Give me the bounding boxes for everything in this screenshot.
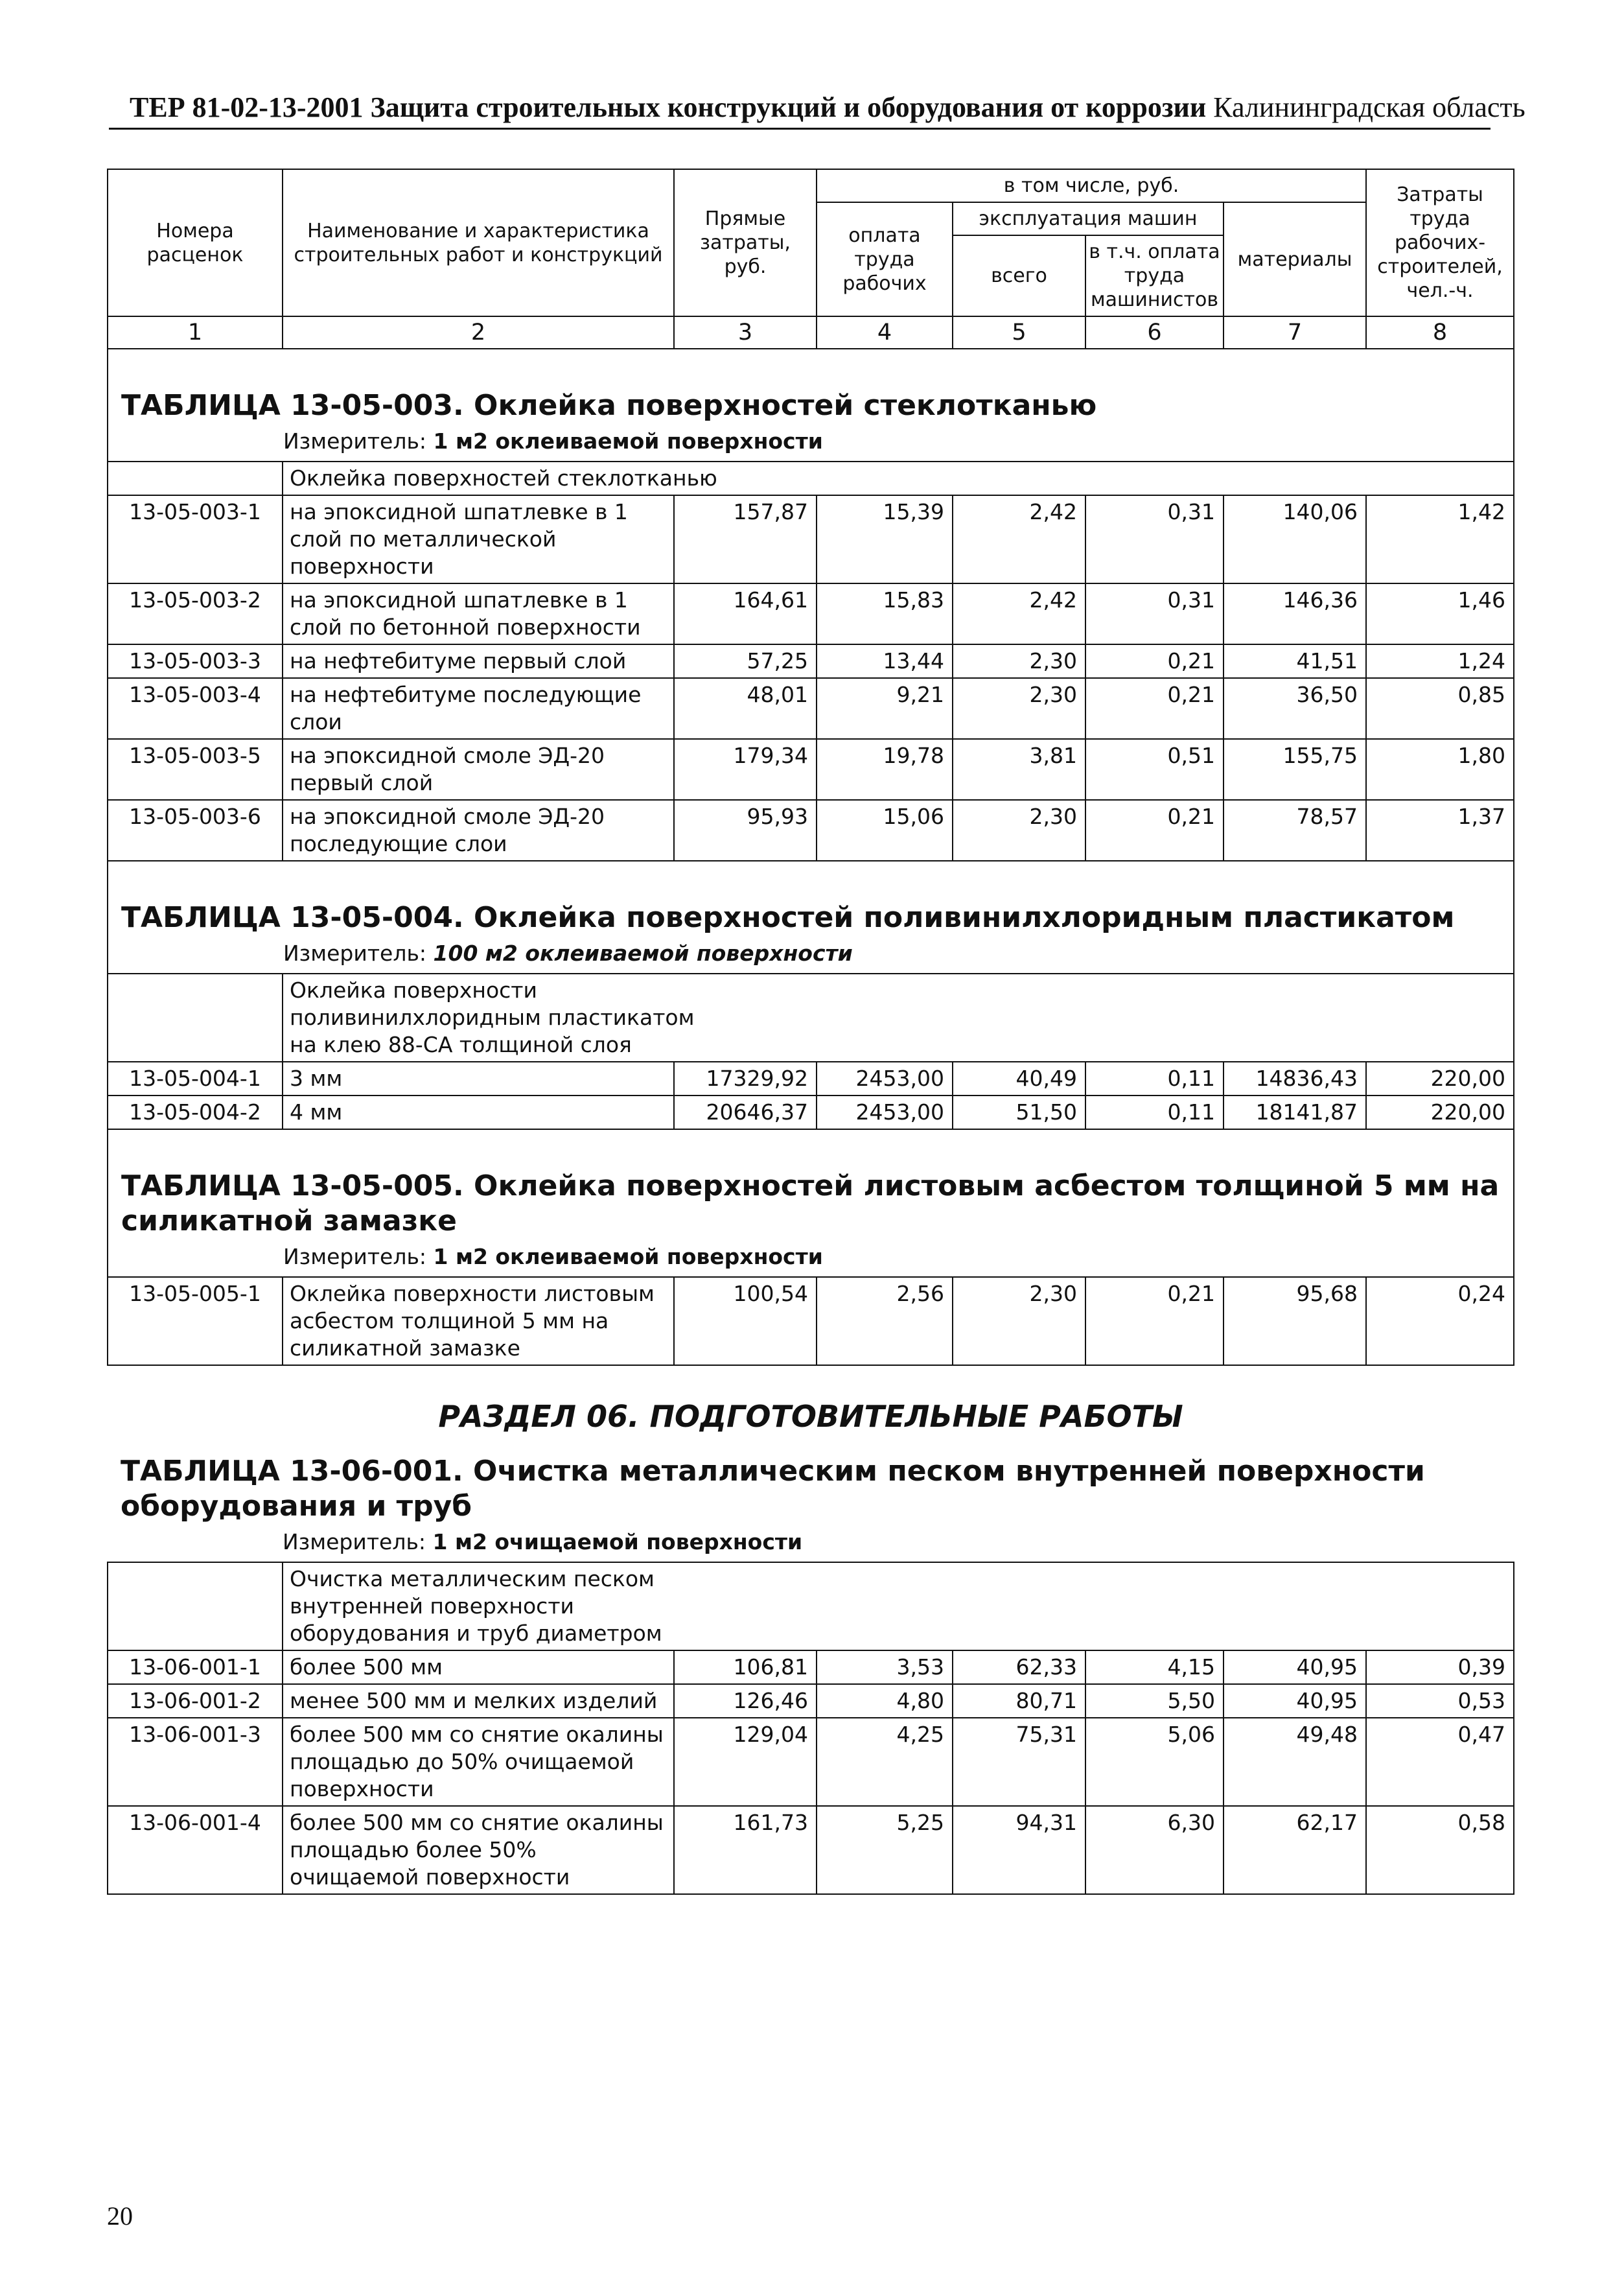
row-machine-wages: 0,21 (1085, 678, 1224, 739)
row-machine-wages: 0,31 (1085, 495, 1224, 583)
table-title-block (108, 1129, 1514, 1277)
row-wages: 2453,00 (817, 1096, 953, 1129)
col-labor-header: Затраты труда рабочих-строителей, чел.-ч. (1366, 169, 1514, 316)
column-header (108, 169, 1514, 349)
row-direct: 129,04 (674, 1718, 817, 1806)
table-title: ТАБЛИЦА 13-05-005. Оклейка поверхностей листовым асбестом толщиной 5 мм на силикатной замазке (121, 1169, 1500, 1237)
row-machines: 2,30 (953, 800, 1085, 861)
col-number: 4 (817, 316, 953, 349)
table-row (108, 1062, 1514, 1096)
row-machines: 51,50 (953, 1096, 1085, 1129)
row-machine-wages: 0,51 (1085, 739, 1224, 800)
price-table-sheet (107, 169, 1513, 1895)
row-code: 13-05-003-4 (108, 678, 283, 739)
row-wages: 15,83 (817, 583, 953, 644)
table-row (108, 583, 1514, 644)
col-number: 7 (1224, 316, 1366, 349)
table-row (108, 1806, 1514, 1894)
row-materials: 14836,43 (1224, 1062, 1366, 1096)
col-number: 1 (108, 316, 283, 349)
row-machine-wages: 6,30 (1085, 1806, 1224, 1894)
col-number: 2 (283, 316, 674, 349)
row-materials: 146,36 (1224, 583, 1366, 644)
row-labor: 1,24 (1366, 644, 1514, 678)
table-title-block (108, 1365, 1514, 1562)
row-direct: 20646,37 (674, 1096, 817, 1129)
row-wages: 3,53 (817, 1650, 953, 1684)
row-code: 13-06-001-3 (108, 1718, 283, 1806)
row-materials: 62,17 (1224, 1806, 1366, 1894)
row-materials: 18141,87 (1224, 1096, 1366, 1129)
table-row (108, 1096, 1514, 1129)
row-name: на нефтебитуме последующие слои (283, 678, 674, 739)
group-code-cell (108, 1562, 283, 1650)
column-numbers-row (108, 316, 1514, 349)
row-wages: 5,25 (817, 1806, 953, 1894)
row-materials: 155,75 (1224, 739, 1366, 800)
row-labor: 220,00 (1366, 1096, 1514, 1129)
group-description: Оклейка поверхности поливинилхлоридным пластикатом на клею 88-СА толщиной слоя (283, 974, 1514, 1062)
row-direct: 57,25 (674, 644, 817, 678)
col-wages-header: оплата труда рабочих (817, 202, 953, 316)
page-number: 20 (107, 2201, 133, 2231)
row-name: на нефтебитуме первый слой (283, 644, 674, 678)
table-13-06-001 (108, 1365, 1514, 1894)
header-divider (109, 128, 1491, 130)
row-labor: 0,53 (1366, 1684, 1514, 1718)
table-row (108, 1277, 1514, 1365)
row-machine-wages: 5,50 (1085, 1684, 1224, 1718)
row-machines: 62,33 (953, 1650, 1085, 1684)
row-name: на эпоксидной шпатлевке в 1 слой по металлической поверхности (283, 495, 674, 583)
row-direct: 95,93 (674, 800, 817, 861)
row-code: 13-05-004-2 (108, 1096, 283, 1129)
row-wages: 13,44 (817, 644, 953, 678)
price-table (107, 169, 1514, 1895)
row-name: более 500 мм со снятие окалины площадью до 50% очищаемой поверхности (283, 1718, 674, 1806)
group-code-cell (108, 462, 283, 495)
row-wages: 2453,00 (817, 1062, 953, 1096)
table-title-block (108, 349, 1514, 462)
row-wages: 4,25 (817, 1718, 953, 1806)
row-machines: 40,49 (953, 1062, 1085, 1096)
table-row (108, 644, 1514, 678)
group-description: Очистка металлическим песком внутренней поверхности оборудования и труб диаметром (283, 1562, 1514, 1650)
col-materials-header: материалы (1224, 202, 1366, 316)
table-title-block (108, 861, 1514, 974)
row-code: 13-06-001-4 (108, 1806, 283, 1894)
table-title: ТАБЛИЦА 13-06-001. Очистка металлическим песком внутренней поверхности оборудования и труб (121, 1455, 1425, 1523)
row-code: 13-05-003-2 (108, 583, 283, 644)
measurer-line: Измеритель: 1 м2 оклеиваемой поверхности (283, 1244, 823, 1269)
row-machine-wages: 0,21 (1085, 1277, 1224, 1365)
table-row (108, 739, 1514, 800)
row-wages: 4,80 (817, 1684, 953, 1718)
row-labor: 0,85 (1366, 678, 1514, 739)
col-number: 6 (1085, 316, 1224, 349)
row-machines: 94,31 (953, 1806, 1085, 1894)
col-number: 3 (674, 316, 817, 349)
row-direct: 48,01 (674, 678, 817, 739)
row-materials: 41,51 (1224, 644, 1366, 678)
row-materials: 140,06 (1224, 495, 1366, 583)
table-row (108, 495, 1514, 583)
row-name: более 500 мм (283, 1650, 674, 1684)
row-name: на эпоксидной смоле ЭД-20 последующие слои (283, 800, 674, 861)
row-machine-wages: 0,21 (1085, 644, 1224, 678)
row-code: 13-05-005-1 (108, 1277, 283, 1365)
row-materials: 78,57 (1224, 800, 1366, 861)
col-machines-header: эксплуатация машин (953, 202, 1224, 235)
table-row (108, 1684, 1514, 1718)
row-labor: 1,37 (1366, 800, 1514, 861)
row-machine-wages: 0,21 (1085, 800, 1224, 861)
col-incl-header: в том числе, руб. (817, 169, 1366, 202)
row-direct: 164,61 (674, 583, 817, 644)
row-wages: 19,78 (817, 739, 953, 800)
row-wages: 15,39 (817, 495, 953, 583)
row-name: Оклейка поверхности листовым асбестом толщиной 5 мм на силикатной замазке (283, 1277, 674, 1365)
header-title: ТЕР 81-02-13-2001 Защита строительных конструкций и оборудования от коррозии (130, 91, 1207, 123)
row-name: на эпоксидной смоле ЭД-20 первый слой (283, 739, 674, 800)
row-wages: 2,56 (817, 1277, 953, 1365)
row-name: менее 500 мм и мелких изделий (283, 1684, 674, 1718)
row-direct: 126,46 (674, 1684, 817, 1718)
row-name: 4 мм (283, 1096, 674, 1129)
row-machines: 80,71 (953, 1684, 1085, 1718)
row-labor: 1,46 (1366, 583, 1514, 644)
row-direct: 179,34 (674, 739, 817, 800)
col-number: 5 (953, 316, 1085, 349)
row-labor: 0,58 (1366, 1806, 1514, 1894)
row-labor: 220,00 (1366, 1062, 1514, 1096)
row-labor: 0,47 (1366, 1718, 1514, 1806)
row-code: 13-05-003-1 (108, 495, 283, 583)
row-direct: 157,87 (674, 495, 817, 583)
row-machines: 2,30 (953, 678, 1085, 739)
row-code: 13-06-001-1 (108, 1650, 283, 1684)
row-machine-wages: 5,06 (1085, 1718, 1224, 1806)
table-title: ТАБЛИЦА 13-05-003. Оклейка поверхностей стеклотканью (121, 389, 1097, 422)
row-wages: 9,21 (817, 678, 953, 739)
row-materials: 95,68 (1224, 1277, 1366, 1365)
group-code-cell (108, 974, 283, 1062)
header-region: Калининградская область (1213, 91, 1525, 123)
col-direct-header: Прямые затраты, руб. (674, 169, 817, 316)
document-header (130, 91, 1525, 124)
row-code: 13-05-003-6 (108, 800, 283, 861)
row-direct: 161,73 (674, 1806, 817, 1894)
row-labor: 1,42 (1366, 495, 1514, 583)
row-materials: 40,95 (1224, 1650, 1366, 1684)
row-name: 3 мм (283, 1062, 674, 1096)
row-code: 13-06-001-2 (108, 1684, 283, 1718)
table-title: ТАБЛИЦА 13-05-004. Оклейка поверхностей поливинилхлоридным пластикатом (121, 901, 1455, 934)
row-materials: 40,95 (1224, 1684, 1366, 1718)
row-labor: 0,39 (1366, 1650, 1514, 1684)
row-machine-wages: 0,11 (1085, 1062, 1224, 1096)
row-name: более 500 мм со снятие окалины площадью более 50% очищаемой поверхности (283, 1806, 674, 1894)
table-row (108, 678, 1514, 739)
row-machines: 2,42 (953, 495, 1085, 583)
col-name-header: Наименование и характеристика строительных работ и конструкций (283, 169, 674, 316)
row-labor: 0,24 (1366, 1277, 1514, 1365)
col-machines-wages-header: в т.ч. оплата труда машинистов (1085, 235, 1224, 316)
section-heading: РАЗДЕЛ 06. ПОДГОТОВИТЕЛЬНЫЕ РАБОТЫ (438, 1399, 1183, 1434)
row-machine-wages: 0,11 (1085, 1096, 1224, 1129)
row-direct: 100,54 (674, 1277, 817, 1365)
row-direct: 17329,92 (674, 1062, 817, 1096)
table-13-05-005 (108, 1129, 1514, 1365)
row-machines: 2,30 (953, 644, 1085, 678)
table-row (108, 800, 1514, 861)
measurer-line: Измеритель: 100 м2 оклеиваемой поверхности (283, 941, 853, 966)
row-materials: 49,48 (1224, 1718, 1366, 1806)
table-13-05-004 (108, 861, 1514, 1129)
row-materials: 36,50 (1224, 678, 1366, 739)
group-description: Оклейка поверхностей стеклотканью (283, 462, 1514, 495)
measurer-line: Измеритель: 1 м2 очищаемой поверхности (283, 1529, 803, 1554)
row-machines: 75,31 (953, 1718, 1085, 1806)
table-13-05-003 (108, 349, 1514, 861)
row-machines: 2,30 (953, 1277, 1085, 1365)
row-machines: 2,42 (953, 583, 1085, 644)
row-machine-wages: 0,31 (1085, 583, 1224, 644)
measurer-line: Измеритель: 1 м2 оклеиваемой поверхности (283, 428, 823, 454)
row-code: 13-05-003-3 (108, 644, 283, 678)
row-direct: 106,81 (674, 1650, 817, 1684)
row-code: 13-05-004-1 (108, 1062, 283, 1096)
row-labor: 1,80 (1366, 739, 1514, 800)
row-wages: 15,06 (817, 800, 953, 861)
row-machine-wages: 4,15 (1085, 1650, 1224, 1684)
row-machines: 3,81 (953, 739, 1085, 800)
table-row (108, 1718, 1514, 1806)
col-machines-total-header: всего (953, 235, 1085, 316)
row-name: на эпоксидной шпатлевке в 1 слой по бетонной поверхности (283, 583, 674, 644)
col-code-header: Номера расценок (108, 169, 283, 316)
table-row (108, 1650, 1514, 1684)
col-number: 8 (1366, 316, 1514, 349)
row-code: 13-05-003-5 (108, 739, 283, 800)
